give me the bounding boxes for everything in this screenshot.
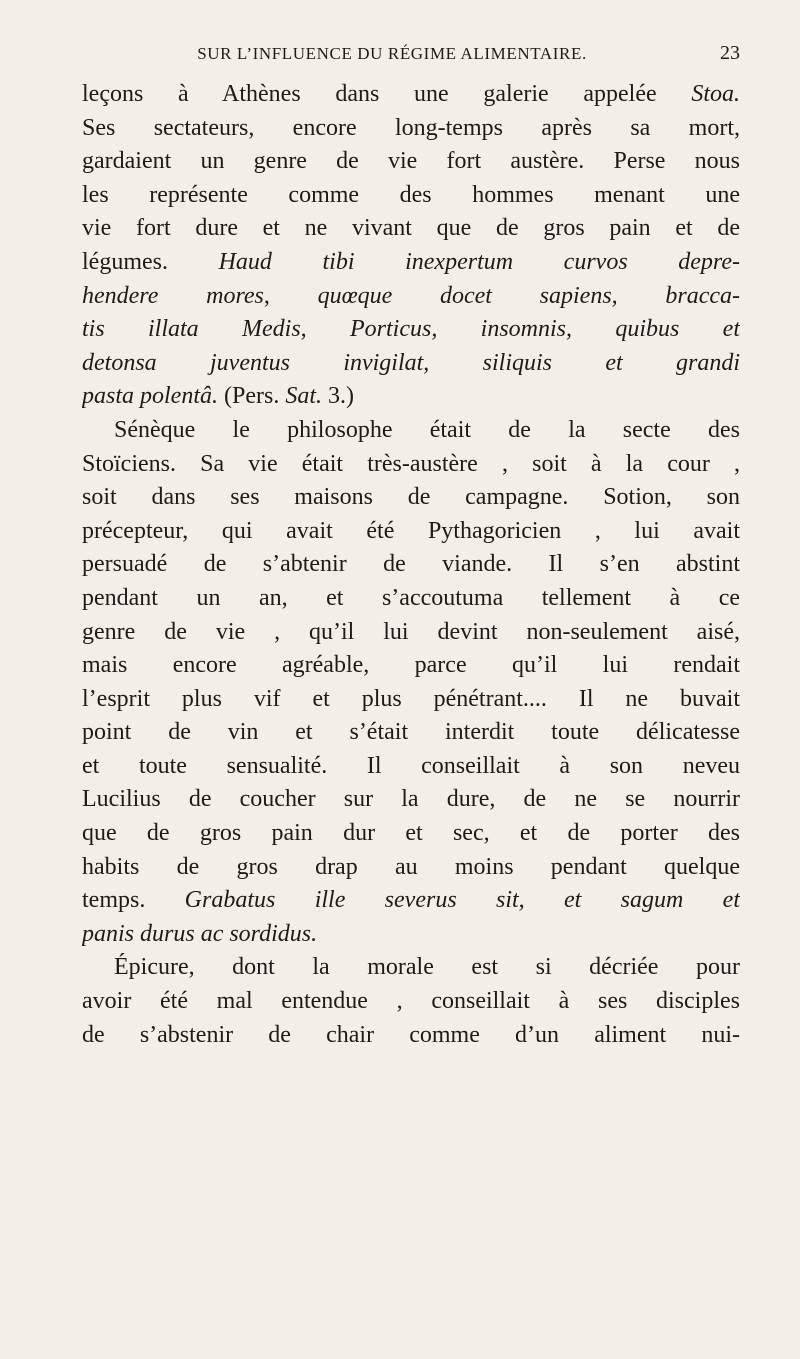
- text-line: [82, 313, 740, 347]
- text-span: quœque docet sapiens, bracca-: [317, 282, 740, 309]
- text-span: leçons à Athènes dans une galerie appelée: [82, 81, 692, 107]
- text-line: [82, 649, 740, 683]
- text-span: Haud tibi inexpertum curvos depre-: [218, 248, 740, 275]
- text-line: [82, 280, 740, 314]
- running-head: [82, 38, 740, 68]
- text-span: (Pers.: [218, 383, 286, 410]
- text-span: vie fort dure et ne vivant que de gros pain et de: [82, 215, 740, 242]
- body-text: [82, 78, 740, 1052]
- text-line: [82, 212, 740, 246]
- text-line: [82, 380, 740, 414]
- running-title: SUR L’INFLUENCE DU RÉGIME ALIMENTAIRE.: [197, 44, 587, 63]
- text-span: légumes.: [82, 248, 219, 275]
- text-line: [82, 616, 740, 650]
- text-span: l’esprit plus vif et plus pénétrant.... Il ne buvait: [82, 685, 740, 712]
- text-span: Sat.: [285, 383, 322, 410]
- text-line: [82, 145, 740, 179]
- text-span: Épicure, dont la morale est si décriée pour: [114, 954, 740, 981]
- text-span: habits de gros drap au moins pendant quelque: [82, 853, 740, 880]
- text-span: panis durus ac sordidus.: [82, 920, 318, 947]
- text-span: que de gros pain dur et sec, et de porter des: [82, 820, 740, 847]
- text-line: [82, 918, 740, 952]
- text-line: [82, 347, 740, 381]
- text-span: detonsa juventus invigilat, siliquis et grandi: [82, 349, 740, 376]
- text-line: [82, 683, 740, 717]
- text-span: Grabatus ille severus sit, et sagum et: [184, 887, 740, 914]
- text-span: point de vin et s’était interdit toute délicatesse: [82, 719, 740, 746]
- text-line: [82, 78, 740, 112]
- text-span: soit dans ses maisons de campagne. Sotion, son: [82, 484, 740, 511]
- text-line: [82, 246, 740, 280]
- text-line: [82, 783, 740, 817]
- text-line: [82, 548, 740, 582]
- text-line: [82, 716, 740, 750]
- text-span: avoir été mal entendue , conseillait à ses disciples: [82, 988, 740, 1015]
- text-line: [82, 985, 740, 1019]
- text-span: Stoïciens. Sa vie était très-austère , soit à la cour ,: [82, 450, 740, 477]
- text-line: [82, 582, 740, 616]
- text-span: Sénèque le philosophe était de la secte des: [114, 416, 740, 443]
- text-span: et toute sensualité. Il conseillait à son neveu: [82, 752, 740, 779]
- page-number: 23: [720, 42, 740, 64]
- text-line: [82, 750, 740, 784]
- text-line: [82, 951, 740, 985]
- text-span: hendere mores: [82, 282, 264, 309]
- text-line: [82, 1019, 740, 1053]
- text-span: Lucilius de coucher sur la dure, de ne se nourrir: [82, 786, 740, 813]
- text-span: Stoa.: [691, 81, 740, 107]
- text-span: persuadé de s’abtenir de viande. Il s’en abstint: [82, 551, 740, 578]
- text-span: Ses sectateurs, encore long-temps après sa mort,: [82, 114, 740, 141]
- text-line: [82, 851, 740, 885]
- text-span: les représente comme des hommes menant une: [82, 181, 740, 208]
- text-line: [82, 884, 740, 918]
- text-span: pasta polentâ.: [82, 383, 218, 410]
- text-span: ,: [263, 282, 318, 309]
- text-line: [82, 112, 740, 146]
- text-line: [82, 817, 740, 851]
- text-line: [82, 414, 740, 448]
- text-span: genre de vie , qu’il lui devint non-seulement aisé,: [82, 618, 740, 645]
- text-line: [82, 515, 740, 549]
- text-span: mais encore agréable, parce qu’il lui rendait: [82, 652, 740, 679]
- text-span: 3.): [322, 383, 354, 410]
- text-span: gardaient un genre de vie fort austère. Perse nous: [82, 148, 740, 175]
- text-line: [82, 481, 740, 515]
- text-line: [82, 179, 740, 213]
- text-line: [82, 448, 740, 482]
- text-span: pendant un an, et s’accoutuma tellement à ce: [82, 584, 740, 611]
- text-span: tis illata Medis, Porticus, insomnis, quibus et: [82, 316, 740, 343]
- text-span: temps.: [82, 887, 185, 914]
- text-span: précepteur, qui avait été Pythagoricien , lui avait: [82, 517, 740, 544]
- text-span: de s’abstenir de chair comme d’un aliment nui-: [82, 1021, 740, 1048]
